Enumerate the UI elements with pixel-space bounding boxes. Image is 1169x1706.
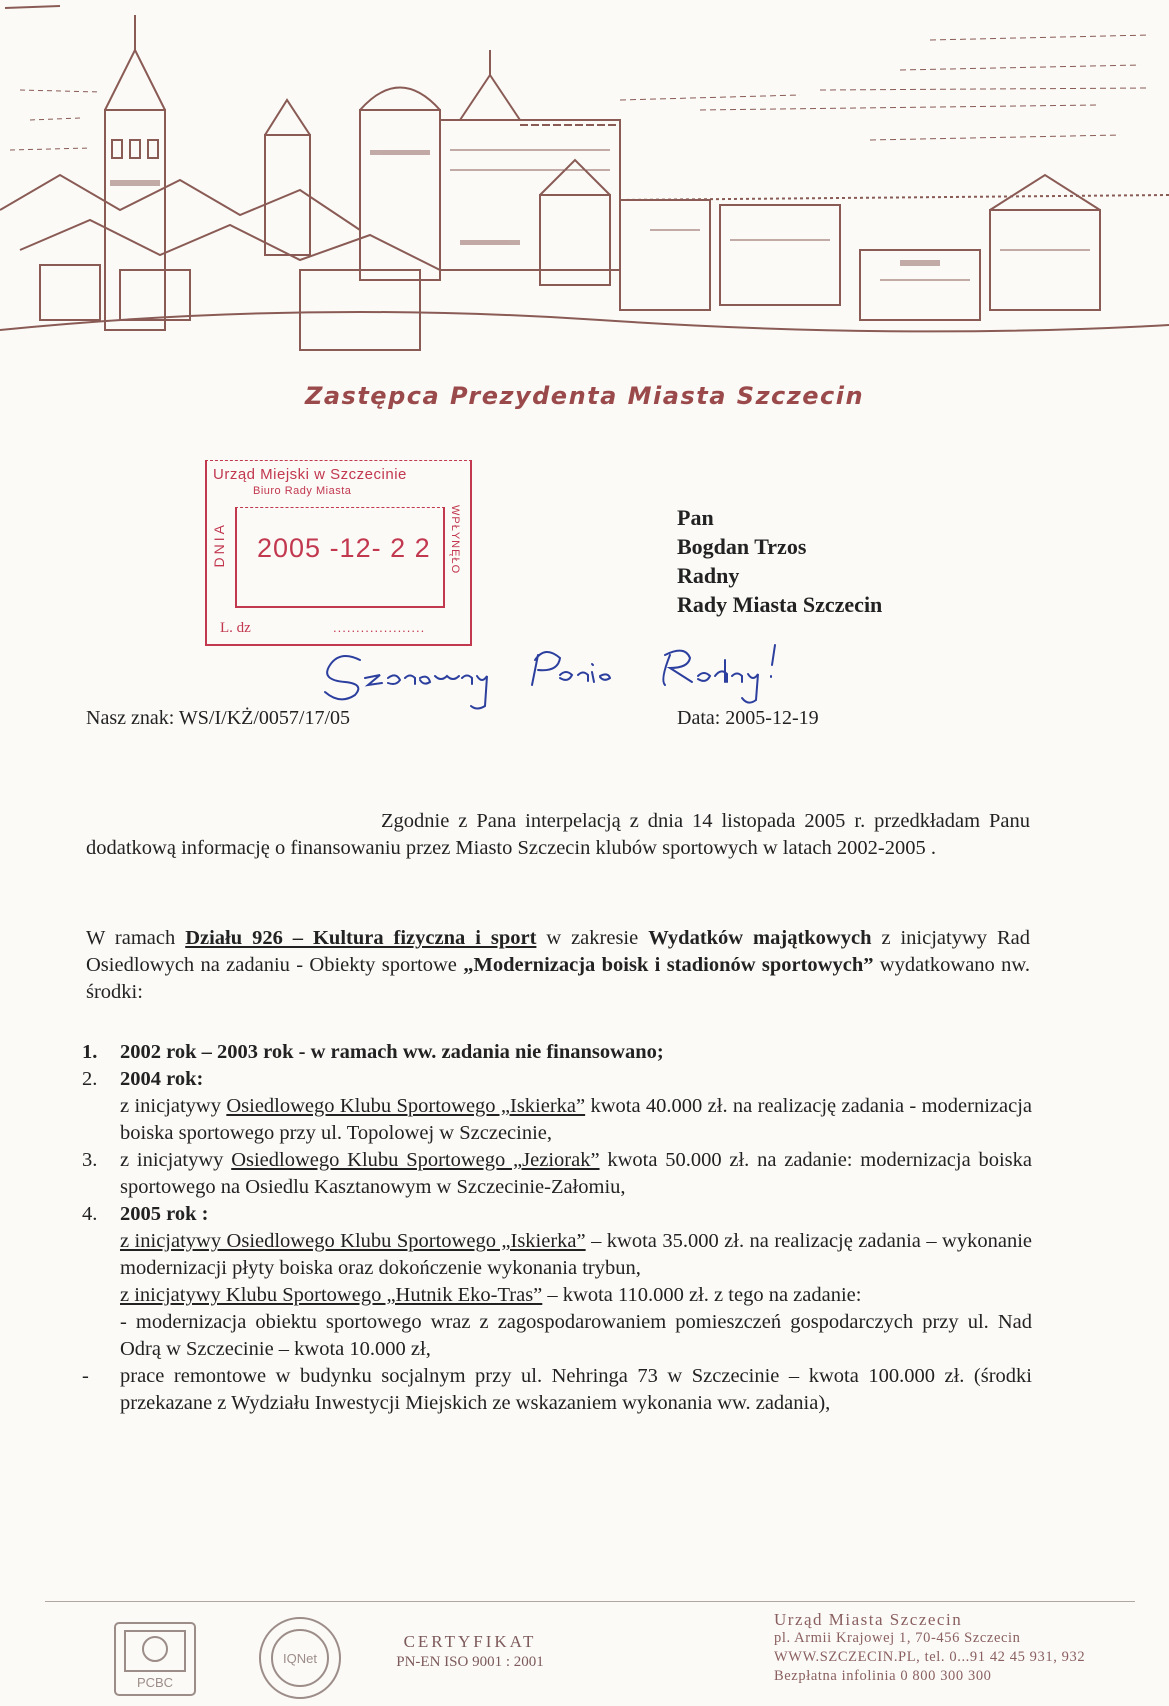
addressee-name: Bogdan Trzos (677, 534, 807, 559)
list-item-number: 3. (82, 1149, 98, 1171)
reference-number: Nasz znak: WS/I/KŻ/0057/17/05 (86, 707, 351, 729)
text-fragment: z inicjatywy (120, 1095, 227, 1117)
scope-text-c: w zakresie (536, 927, 649, 949)
list-item-text (120, 1228, 1032, 1282)
addressee-role: Radny (677, 563, 740, 588)
text-fragment: – kwota 110.000 zł. z tego na zadanie: (542, 1284, 862, 1306)
footer-divider (45, 1601, 1135, 1602)
scope-text-a: W ramach (86, 927, 186, 949)
contact-web-phone: WWW.SZCZECIN.PL, tel. 0...91 42 45 931, 932 (774, 1649, 1086, 1665)
scope-text-e: z inicjatywy Rad Osiedlowych na zadaniu - Obiekty sportowe (86, 927, 1030, 976)
list-item-number: 2. (82, 1068, 98, 1090)
stamp-ldz-dots: .................... (333, 620, 426, 635)
sub-item-text: prace remontowe w budynku socjalnym przy ul. Nehringa 73 w Szczecinie – kwota 100.000 zł. (środki przekazane z Wydziału Inwestycji Miejskich ze wskazaniem wykonania ww. zadania), (120, 1365, 1032, 1414)
list-item-number: 1. (82, 1041, 98, 1063)
club-name: z inicjatywy Osiedlowego Klubu Sportowego „Iskierka” (120, 1230, 586, 1252)
list-item-number: 4. (82, 1203, 98, 1225)
contact-address: pl. Armii Krajowej 1, 70-456 Szczecin (774, 1630, 1021, 1646)
stamp-department: Biuro Rady Miasta (253, 485, 352, 497)
pcbc-logo-text: PCBC (136, 1675, 174, 1690)
contact-office: Urząd Miasta Szczecin (774, 1610, 963, 1629)
list-item (82, 1147, 1032, 1201)
text-fragment: – kwota 35.000 zł. na realizację zadania – wykonanie modernizacji płyty boiska oraz dokończenie wykonania trybun, (120, 1230, 1032, 1279)
stamp-office: Urząd Miejski w Szczecinie (213, 466, 407, 483)
list-item (82, 1039, 1032, 1066)
list-item-text (120, 1093, 1032, 1147)
list-item-text (120, 1147, 1032, 1201)
scope-task: „Modernizacja boisk i stadionów sportowych” (463, 954, 874, 976)
letter-date: Data: 2005-12-19 (677, 707, 819, 729)
text-fragment: z inicjatywy (120, 1149, 232, 1171)
text-fragment: kwota 40.000 zł. na realizację zadania - modernizacja boiska sportowego przy ul. Topolowej w Szczecinie, (120, 1095, 1032, 1144)
stamp-received-label: WPŁYNĘŁO (449, 505, 461, 575)
addressee-block (677, 503, 882, 619)
list-item (82, 1066, 1032, 1147)
list-item-year: 2005 rok : (120, 1203, 209, 1225)
stamp-ldz-label: L. dz (220, 620, 251, 636)
organization-title: Zastępca Prezydenta Miasta Szczecin (304, 382, 865, 410)
sub-item-text: - modernizacja obiektu sportowego wraz z zagospodarowaniem pomieszczeń gospodarczych przy ul. Nad Odrą w Szczecinie – kwota 10.000 zł, (120, 1311, 1032, 1360)
contact-block (774, 1610, 1085, 1686)
received-stamp (205, 460, 470, 645)
list-item (82, 1201, 1032, 1417)
intro-paragraph: Zgodnie z Pana interpelacją z dnia 14 listopada 2005 r. przedkładam Panu dodatkową informację o finansowaniu przez Miasto Szczecin klubów sportowych w latach 2002-2005 . (86, 810, 1030, 859)
contact-hotline: Bezpłatna infolinia 0 800 300 300 (774, 1668, 992, 1684)
club-name: Osiedlowego Klubu Sportowego „Jeziorak” (231, 1149, 600, 1171)
scope-text-g: wydatkowano nw. środki: (86, 954, 1030, 1003)
club-name: z inicjatywy Klubu Sportowego „Hutnik Eko-Tras” (120, 1284, 543, 1306)
sub-item (82, 1363, 1032, 1417)
certificate-title: CERTYFIKAT (403, 1632, 537, 1651)
club-name: Osiedlowego Klubu Sportowego „Iskierka” (226, 1095, 586, 1117)
stamp-dnia-label: DNIA (211, 522, 227, 568)
scope-division: Działu 926 – Kultura fizyczna i sport (185, 927, 537, 949)
list-item-text (120, 1282, 1032, 1309)
certification-logos (110, 1613, 350, 1703)
addressee-salutation: Pan (677, 505, 714, 530)
list-item-year: 2004 rok: (120, 1068, 204, 1090)
certificate-standard: PN-EN ISO 9001 : 2001 (396, 1654, 544, 1670)
stamp-date: 2005 -12- 2 2 (257, 533, 431, 563)
city-panorama-illustration (0, 0, 1169, 380)
addressee-council: Rady Miasta Szczecin (677, 592, 883, 617)
certificate-block (360, 1632, 580, 1671)
scope-expenses: Wydatków majątkowych (648, 927, 872, 949)
funding-list (82, 1039, 1032, 1417)
text-fragment: kwota 50.000 zł. na zadanie: modernizacja boiska sportowego na Osiedlu Kasztanowym w Szczecinie-Załomiu, (120, 1149, 1032, 1198)
iqnet-logo-text: IQNet (283, 1651, 317, 1666)
dash-bullet: - (82, 1365, 89, 1387)
list-item-text: 2002 rok – 2003 rok - w ramach ww. zadania nie finansowano; (120, 1041, 664, 1063)
scope-paragraph (86, 925, 1030, 1006)
